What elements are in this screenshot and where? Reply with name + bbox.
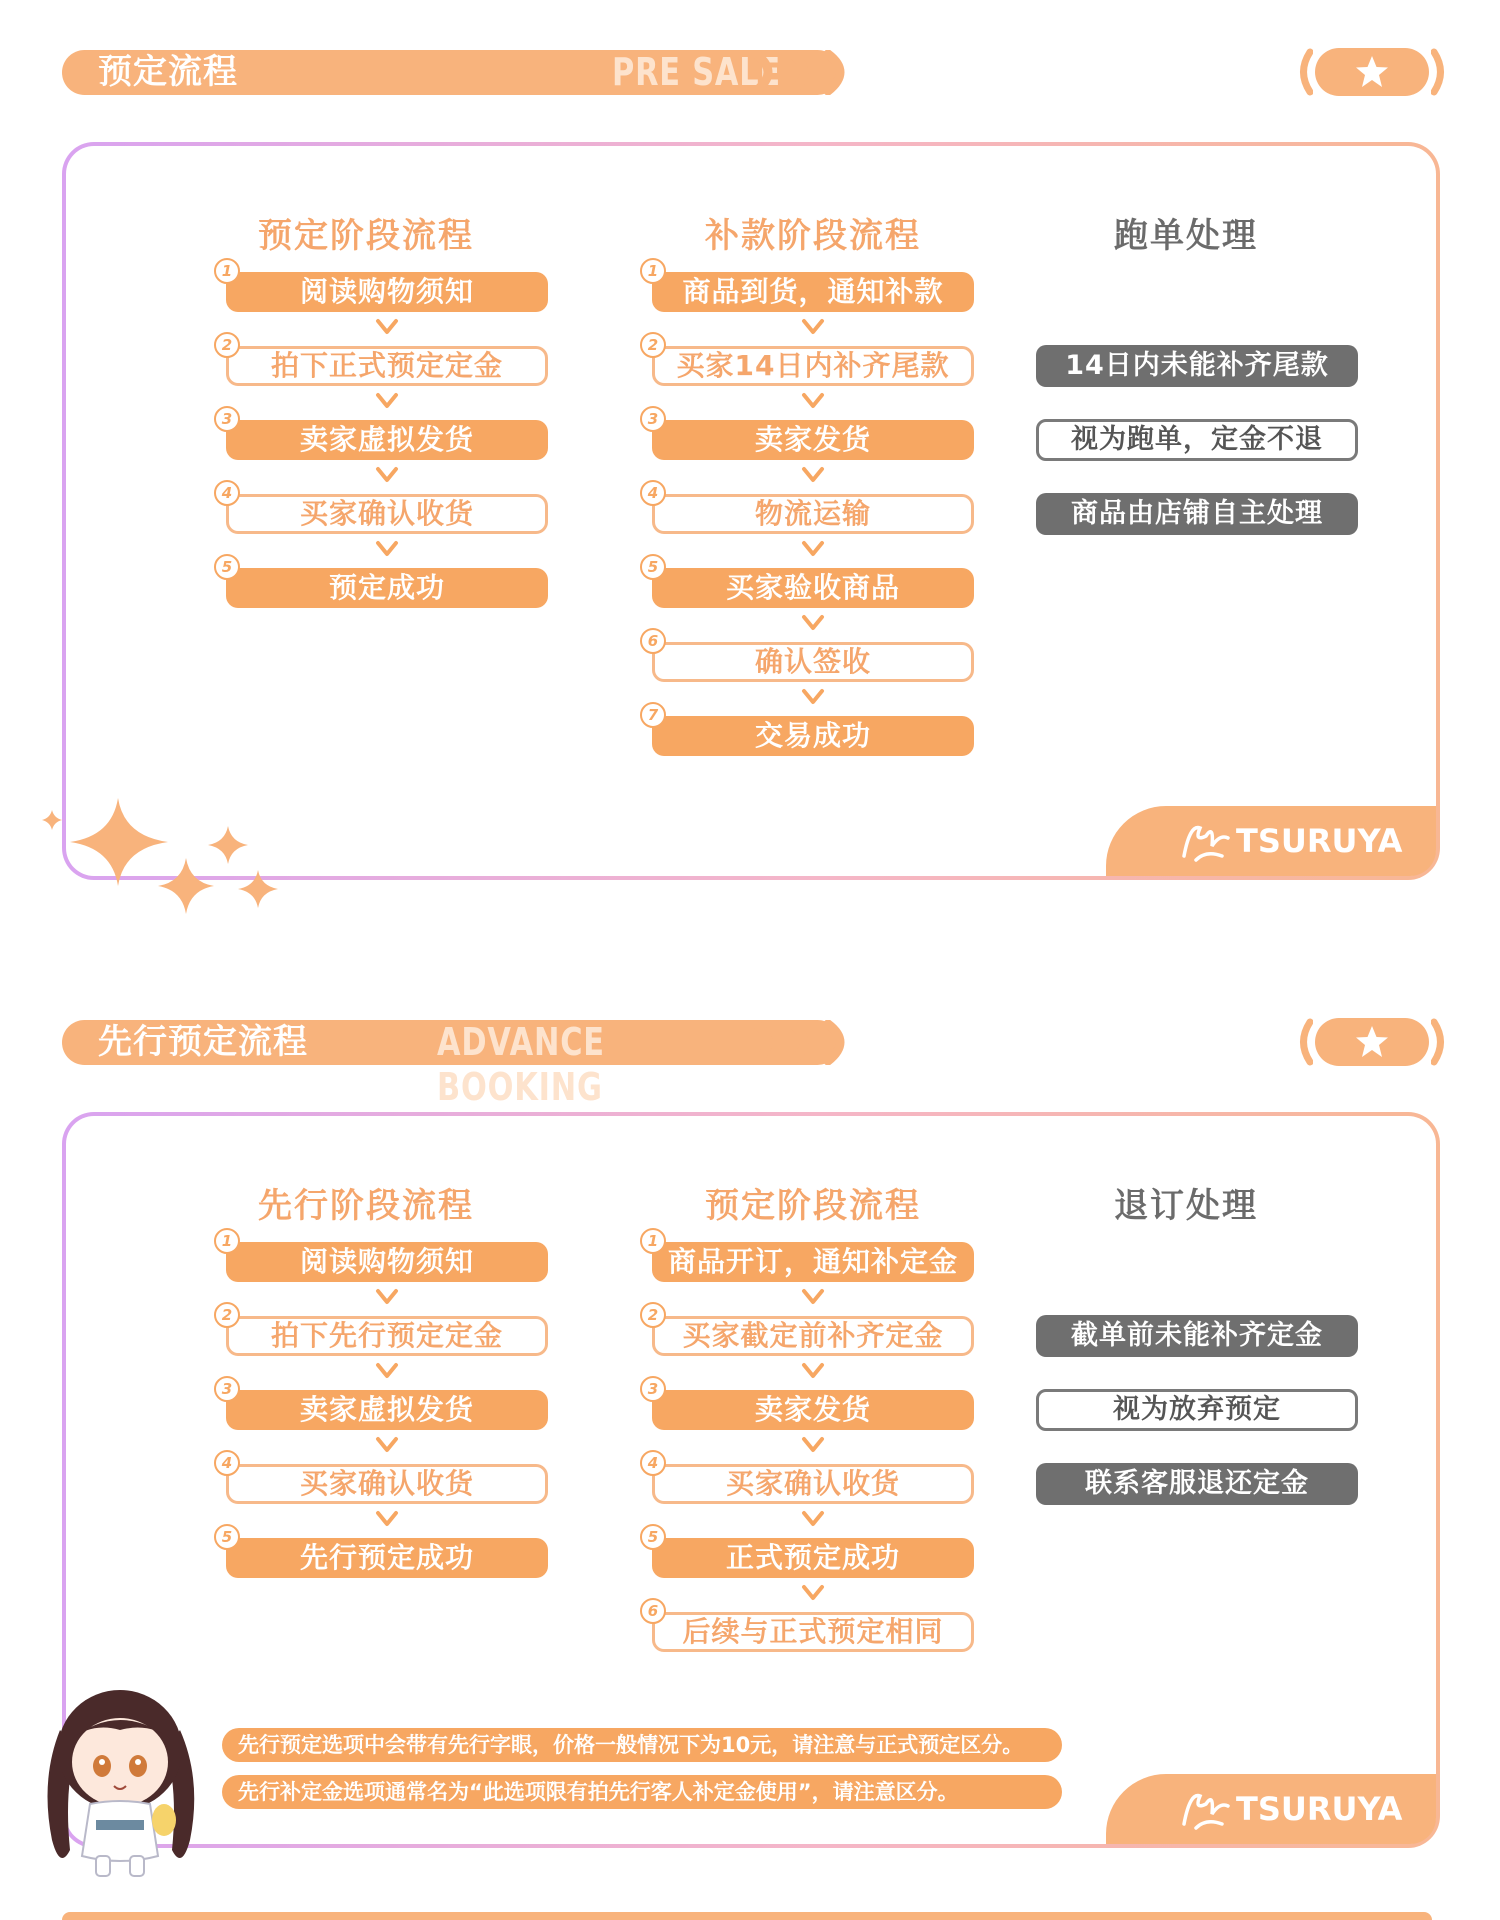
- flow-step: 买家14日内补齐尾款: [652, 346, 974, 386]
- pre-sale-col2-title: 补款阶段流程: [705, 216, 921, 256]
- flow-step: 买家验收商品: [652, 568, 974, 608]
- flow-step: 拍下先行预定定金: [226, 1316, 548, 1356]
- flow-step: 买家确认收货: [652, 1464, 974, 1504]
- step-number: 4: [214, 1450, 240, 1476]
- step-number: 5: [214, 554, 240, 580]
- brand-tab: [1106, 806, 1436, 876]
- outcome-step: 14日内未能补齐尾款: [1036, 345, 1358, 387]
- step-number: 4: [640, 1450, 666, 1476]
- step-number: 2: [640, 332, 666, 358]
- chevron-down-icon: [375, 1362, 399, 1380]
- outcome-step: 商品由店铺自主处理: [1036, 493, 1358, 535]
- chevron-down-icon: [375, 392, 399, 410]
- chevron-down-icon: [375, 466, 399, 484]
- brand-name: TSURUYA: [1236, 1790, 1403, 1828]
- star-icon: [1354, 54, 1390, 90]
- chevron-right-icon: [752, 50, 786, 95]
- pre-sale-panel: [62, 142, 1440, 880]
- chevron-down-icon: [801, 1436, 825, 1454]
- step-number: 3: [640, 406, 666, 432]
- brand-tab: [1106, 1774, 1436, 1844]
- advance-note-2: 先行补定金选项通常名为“此选项限有拍先行客人补定金使用”，请注意区分。: [222, 1775, 1062, 1809]
- advance-title: 先行预定流程: [98, 1022, 308, 1062]
- outcome-step: 截单前未能补齐定金: [1036, 1315, 1358, 1357]
- step-number: 1: [640, 258, 666, 284]
- signature-logo-icon: [1176, 816, 1236, 866]
- step-number: 5: [214, 1524, 240, 1550]
- pre-sale-col1-title: 预定阶段流程: [258, 216, 474, 256]
- flow-step: 买家确认收货: [226, 494, 548, 534]
- step-number: 6: [640, 628, 666, 654]
- chevron-down-icon: [801, 1288, 825, 1306]
- chevron-down-icon: [801, 1362, 825, 1380]
- chevron-down-icon: [801, 540, 825, 558]
- flow-step: 确认签收: [652, 642, 974, 682]
- step-number: 3: [214, 1376, 240, 1402]
- flow-step: 商品开订，通知补定金: [652, 1242, 974, 1282]
- flow-step: 卖家虚拟发货: [226, 1390, 548, 1430]
- step-number: 4: [640, 480, 666, 506]
- chevron-right-icon: [788, 1020, 822, 1065]
- advance-note-1: 先行预定选项中会带有先行字眼，价格一般情况下为10元，请注意与正式预定区分。: [222, 1728, 1062, 1762]
- flow-step: 商品到货，通知补款: [652, 272, 974, 312]
- star-badge: [1297, 1018, 1447, 1066]
- chevron-right-icon: [752, 1020, 786, 1065]
- outcome-step: 视为跑单，定金不退: [1036, 419, 1358, 461]
- chevron-down-icon: [801, 614, 825, 632]
- chevron-down-icon: [801, 392, 825, 410]
- chevron-down-icon: [801, 688, 825, 706]
- flow-step: 卖家虚拟发货: [226, 420, 548, 460]
- step-number: 4: [214, 480, 240, 506]
- chevron-down-icon: [375, 318, 399, 336]
- star-icon: [1354, 1024, 1390, 1060]
- step-number: 3: [640, 1376, 666, 1402]
- advance-side-title: 退订处理: [1114, 1186, 1258, 1226]
- step-number: 5: [640, 554, 666, 580]
- star-badge: [1297, 48, 1447, 96]
- flow-step: 物流运输: [652, 494, 974, 534]
- next-section-edge: [62, 1912, 1432, 1920]
- flow-step: 交易成功: [652, 716, 974, 756]
- step-number: 1: [640, 1228, 666, 1254]
- flow-step: 卖家发货: [652, 420, 974, 460]
- flow-step: 买家确认收货: [226, 1464, 548, 1504]
- flow-step: 阅读购物须知: [226, 272, 548, 312]
- flow-step: 卖家发货: [652, 1390, 974, 1430]
- pre-sale-english: PRE SALE: [612, 50, 781, 94]
- pre-sale-title: 预定流程: [98, 52, 238, 92]
- brand-name: TSURUYA: [1236, 822, 1403, 860]
- chevron-down-icon: [375, 1288, 399, 1306]
- step-number: 2: [214, 1302, 240, 1328]
- chevron-down-icon: [801, 466, 825, 484]
- flow-step: 先行预定成功: [226, 1538, 548, 1578]
- chevron-right-icon: [824, 1020, 858, 1065]
- flow-step: 拍下正式预定定金: [226, 346, 548, 386]
- signature-logo-icon: [1176, 1784, 1236, 1834]
- advance-col1-title: 先行阶段流程: [258, 1186, 474, 1226]
- mascot-character-icon: [30, 1670, 210, 1880]
- pre-sale-header-bar: [62, 50, 840, 95]
- flow-step: 后续与正式预定相同: [652, 1612, 974, 1652]
- flow-step: 阅读购物须知: [226, 1242, 548, 1282]
- chevron-down-icon: [801, 1584, 825, 1602]
- advance-header-bar: [62, 1020, 840, 1109]
- flow-step: 正式预定成功: [652, 1538, 974, 1578]
- chevron-right-icon: [788, 50, 822, 95]
- advance-col2-title: 预定阶段流程: [705, 1186, 921, 1226]
- chevron-down-icon: [801, 1510, 825, 1528]
- chevron-down-icon: [375, 1510, 399, 1528]
- step-number: 1: [214, 1228, 240, 1254]
- outcome-step: 视为放弃预定: [1036, 1389, 1358, 1431]
- step-number: 1: [214, 258, 240, 284]
- sparkle-icon: [40, 790, 290, 930]
- step-number: 2: [640, 1302, 666, 1328]
- step-number: 3: [214, 406, 240, 432]
- chevron-right-icon: [824, 50, 858, 95]
- step-number: 7: [640, 702, 666, 728]
- pre-sale-side-title: 跑单处理: [1114, 216, 1258, 256]
- chevron-down-icon: [375, 1436, 399, 1454]
- flow-step: 预定成功: [226, 568, 548, 608]
- flow-step: 买家截定前补齐定金: [652, 1316, 974, 1356]
- chevron-down-icon: [375, 540, 399, 558]
- chevron-down-icon: [801, 318, 825, 336]
- step-number: 2: [214, 332, 240, 358]
- step-number: 5: [640, 1524, 666, 1550]
- outcome-step: 联系客服退还定金: [1036, 1463, 1358, 1505]
- advance-english: ADVANCE BOOKING: [437, 1020, 605, 1109]
- step-number: 6: [640, 1598, 666, 1624]
